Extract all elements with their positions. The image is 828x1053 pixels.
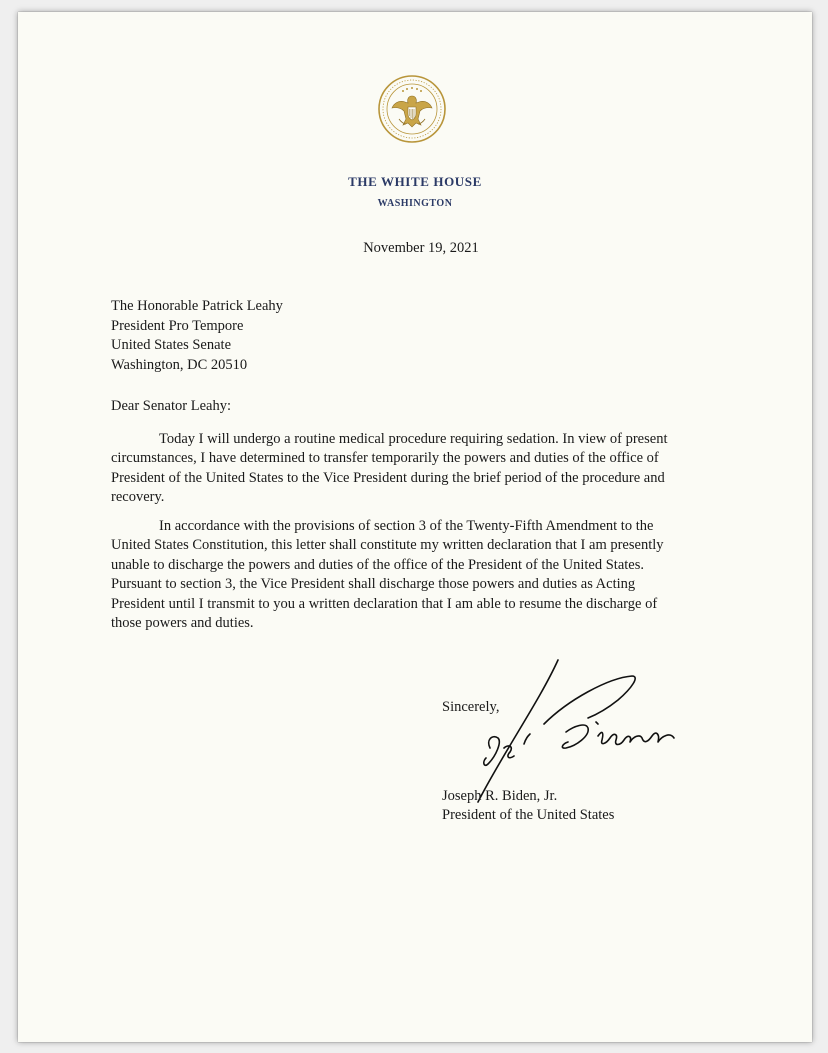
letterhead-city: WASHINGTON [377,198,453,209]
address-line: Washington, DC 20510 [111,356,248,373]
body-paragraph-1 [111,430,711,508]
recipient-address [111,297,283,375]
presidential-seal-icon [377,74,447,144]
closing: Sincerely, [442,699,500,715]
paragraph-line: President of the United States to the Vice President during the brief period of the procedure and [111,469,665,486]
salutation: Dear Senator Leahy: [111,398,231,414]
paragraph-line: President until I transmit to you a written declaration that I am able to resume the discharge of [111,595,658,612]
address-line: The Honorable Patrick Leahy [111,298,283,314]
letter-page [18,12,812,1042]
paragraph-line: Today I will undergo a routine medical procedure requiring sedation. In view of present [159,431,668,447]
paragraph-line: recovery. [111,489,165,506]
letterhead-title: THE WHITE HOUSE [348,174,482,189]
paragraph-line: circumstances, I have determined to transfer temporarily the powers and duties of the office of [111,450,659,467]
paragraph-line: Pursuant to section 3, the Vice President shall discharge those powers and duties as Acting [111,576,636,593]
address-line: United States Senate [111,337,232,353]
signer-title: President of the United States [442,807,615,823]
signer-name: Joseph R. Biden, Jr. [442,788,558,804]
paragraph-line: those powers and duties. [111,615,254,632]
body-paragraph-2 [111,517,711,633]
paragraph-line: United States Constitution, this letter shall constitute my written declaration that I am presently [111,537,664,554]
paragraph-line: In accordance with the provisions of section 3 of the Twenty-Fifth Amendment to the [159,518,654,534]
letter-date: November 19, 2021 [363,240,479,256]
address-line: President Pro Tempore [111,317,244,334]
paragraph-line: unable to discharge the powers and duties of the office of the President of the United States. [111,556,645,573]
